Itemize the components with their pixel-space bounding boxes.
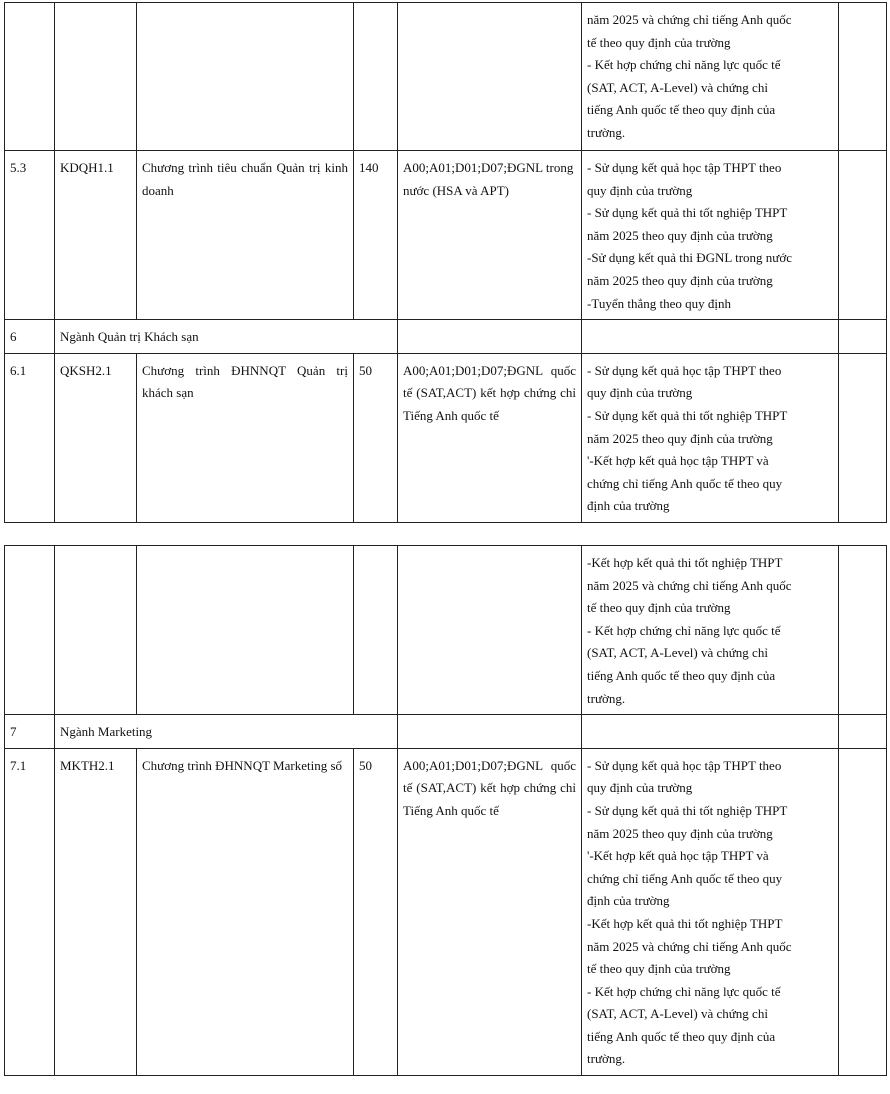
- method-line: - Kết hợp chứng chỉ năng lực quốc tế: [587, 983, 781, 999]
- method-line: năm 2025 theo quy định của trường: [587, 272, 773, 288]
- combos-cell: [398, 715, 582, 749]
- method-line: '-Kết hợp kết quả học tập THPT và: [587, 848, 769, 864]
- table-row-major-7: [5, 715, 887, 749]
- quota-cell: 140: [354, 151, 398, 320]
- notes-cell: [839, 151, 887, 320]
- methods-cell: [582, 546, 839, 715]
- method-line: (SAT, ACT, A-Level) và chứng chỉ: [587, 1006, 768, 1022]
- stt-cell: 7: [5, 715, 55, 749]
- program-cell: [137, 546, 354, 715]
- method-line: quy định của trường: [587, 182, 693, 198]
- method-line: định của trường: [587, 893, 670, 909]
- method-line: năm 2025 theo quy định của trường: [587, 825, 773, 841]
- table-row-6-1: [5, 353, 887, 522]
- method-line: tiếng Anh quốc tế theo quy định của: [587, 667, 776, 683]
- method-line: trường.: [587, 1051, 626, 1067]
- code-cell: MKTH2.1: [55, 748, 137, 1075]
- method-line: '-Kết hợp kết quả học tập THPT và: [587, 453, 769, 469]
- table-row-7-1: [5, 748, 887, 1075]
- method-line: định của trường: [587, 498, 670, 514]
- table-row-continuation: [5, 546, 887, 715]
- method-line: - Kết hợp chứng chỉ năng lực quốc tế: [587, 622, 781, 638]
- method-line: năm 2025 và chứng chỉ tiếng Anh quốc: [587, 938, 792, 954]
- program-cell: Chương trình ĐHNNQT Quản trị khách sạn: [137, 353, 354, 522]
- combos-cell: [398, 546, 582, 715]
- combos-cell: A00;A01;D01;D07;ĐGNL trong nước (HSA và APT): [398, 151, 582, 320]
- method-line: năm 2025 theo quy định của trường: [587, 430, 773, 446]
- method-line: - Sử dụng kết quả thi tốt nghiệp THPT: [587, 407, 788, 423]
- method-line: - Sử dụng kết quả học tập THPT theo: [587, 160, 782, 175]
- table-row-continuation: [5, 3, 887, 151]
- stt-cell: 7.1: [5, 748, 55, 1075]
- notes-cell: [839, 715, 887, 749]
- program-cell: Chương trình ĐHNNQT Marketing số: [137, 748, 354, 1075]
- method-line: trường.: [587, 690, 626, 706]
- code-cell: QKSH2.1: [55, 353, 137, 522]
- method-line: tế theo quy định của trường: [587, 961, 731, 977]
- quota-cell: 50: [354, 748, 398, 1075]
- combos-cell: [398, 3, 582, 151]
- quota-cell: 50: [354, 353, 398, 522]
- combos-cell: A00;A01;D01;D07;ĐGNL quốc tế (SAT,ACT) kết hợp chứng chỉ Tiếng Anh quốc tế: [398, 748, 582, 1075]
- methods-cell: [582, 3, 839, 151]
- method-line: quy định của trường: [587, 385, 693, 401]
- method-line: -Sử dụng kết quả thi ĐGNL trong nước: [587, 250, 792, 266]
- method-line: tế theo quy định của trường: [587, 600, 731, 616]
- method-line: -Kết hợp kết quả thi tốt nghiệp THPT: [587, 555, 783, 570]
- method-line: - Sử dụng kết quả học tập THPT theo: [587, 362, 782, 378]
- admissions-table-part-1: [4, 2, 887, 523]
- method-line: -Kết hợp kết quả thi tốt nghiệp THPT: [587, 915, 783, 931]
- method-line: - Sử dụng kết quả thi tốt nghiệp THPT: [587, 802, 788, 818]
- methods-cell: [582, 151, 839, 320]
- method-line: - Kết hợp chứng chỉ năng lực quốc tế: [587, 57, 781, 73]
- method-line: - Sử dụng kết quả thi tốt nghiệp THPT: [587, 205, 788, 221]
- notes-cell: [839, 320, 887, 354]
- stt-cell: 5.3: [5, 151, 55, 320]
- stt-cell: 6.1: [5, 353, 55, 522]
- stt-cell: 6: [5, 320, 55, 354]
- quota-cell: [354, 3, 398, 151]
- stt-cell: [5, 546, 55, 715]
- methods-cell: [582, 353, 839, 522]
- code-cell: [55, 3, 137, 151]
- method-line: tiếng Anh quốc tế theo quy định của: [587, 1028, 776, 1044]
- method-line: (SAT, ACT, A-Level) và chứng chỉ: [587, 645, 768, 661]
- method-line: quy định của trường: [587, 780, 693, 796]
- methods-cell: [582, 715, 839, 749]
- notes-cell: [839, 353, 887, 522]
- quota-cell: [354, 546, 398, 715]
- admissions-table-part-2: [4, 545, 887, 1076]
- code-cell: KDQH1.1: [55, 151, 137, 320]
- method-line: năm 2025 theo quy định của trường: [587, 227, 773, 243]
- method-line: chứng chỉ tiếng Anh quốc tế theo quy: [587, 870, 783, 886]
- method-line: năm 2025 và chứng chỉ tiếng Anh quốc: [587, 577, 792, 593]
- program-cell: Chương trình tiêu chuẩn Quản trị kinh doanh: [137, 151, 354, 320]
- methods-cell: [582, 320, 839, 354]
- program-cell: [137, 3, 354, 151]
- major-name-cell: Ngành Marketing: [55, 715, 398, 749]
- notes-cell: [839, 546, 887, 715]
- major-name-cell: Ngành Quản trị Khách sạn: [55, 320, 398, 354]
- method-line: tiếng Anh quốc tế theo quy định của: [587, 102, 776, 118]
- notes-cell: [839, 748, 887, 1075]
- code-cell: [55, 546, 137, 715]
- table-row-5-3: [5, 151, 887, 320]
- stt-cell: [5, 3, 55, 151]
- method-line: tế theo quy định của trường: [587, 34, 731, 50]
- method-line: chứng chỉ tiếng Anh quốc tế theo quy: [587, 475, 783, 491]
- method-line: năm 2025 và chứng chỉ tiếng Anh quốc: [587, 12, 792, 27]
- method-line: (SAT, ACT, A-Level) và chứng chỉ: [587, 79, 768, 95]
- method-line: -Tuyển thẳng theo quy định: [587, 295, 731, 311]
- combos-cell: A00;A01;D01;D07;ĐGNL quốc tế (SAT,ACT) kết hợp chứng chỉ Tiếng Anh quốc tế: [398, 353, 582, 522]
- notes-cell: [839, 3, 887, 151]
- method-line: - Sử dụng kết quả học tập THPT theo: [587, 757, 782, 773]
- table-row-major-6: [5, 320, 887, 354]
- methods-cell: [582, 748, 839, 1075]
- method-line: trường.: [587, 124, 626, 140]
- combos-cell: [398, 320, 582, 354]
